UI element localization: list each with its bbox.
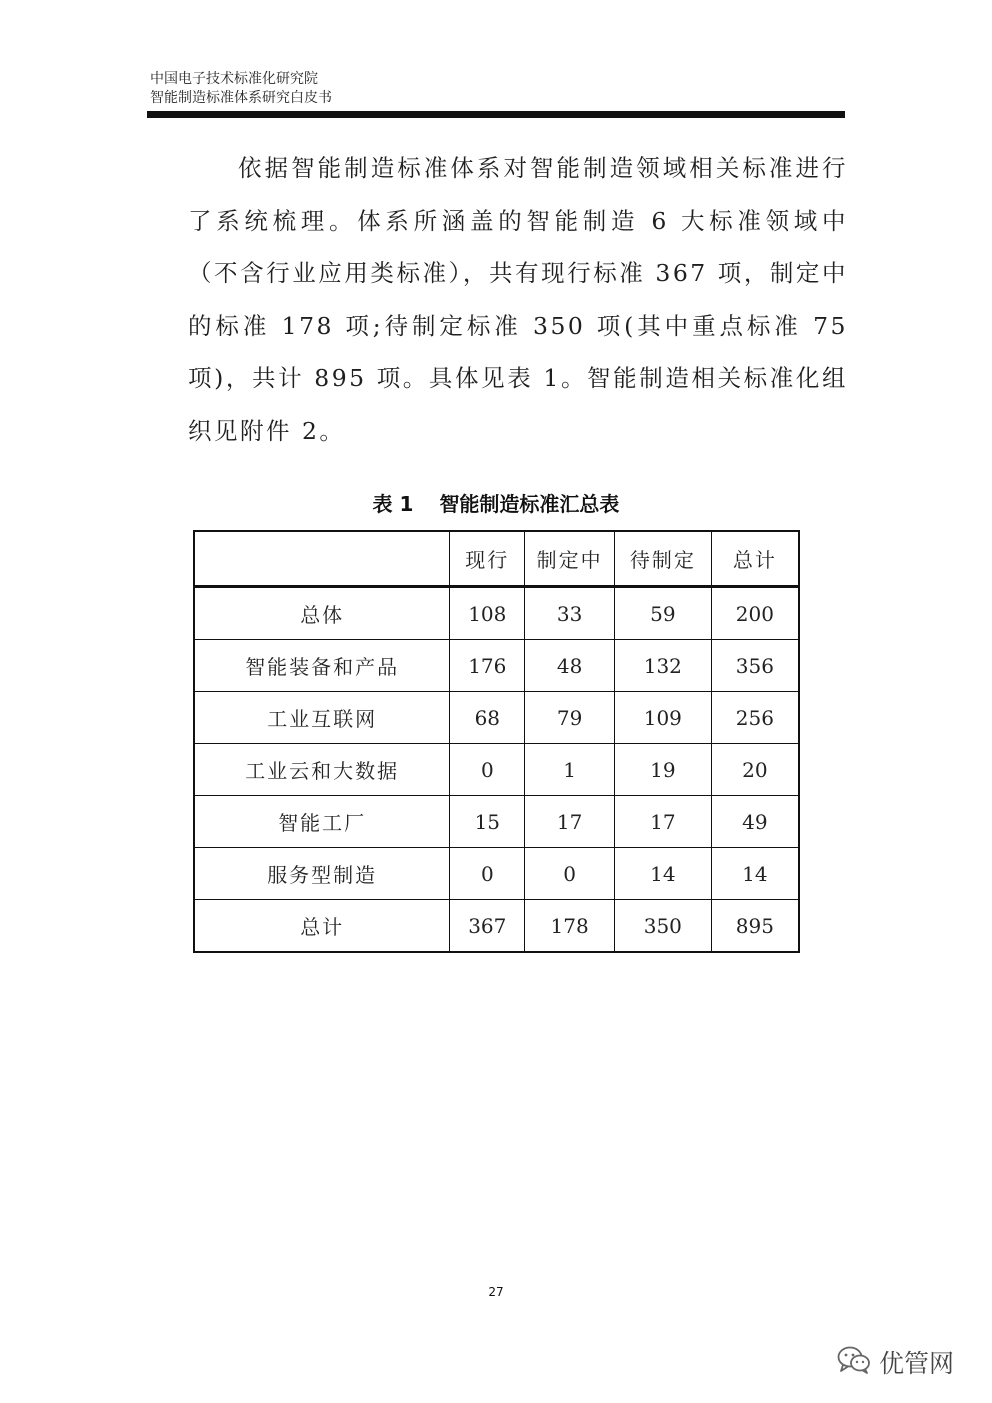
table-row [194, 848, 799, 900]
row-label: 工业互联网 [194, 692, 450, 744]
header-cell-total: 总计 [711, 531, 799, 587]
table-row [194, 796, 799, 848]
table-row [194, 587, 799, 640]
table-cell: 48 [525, 640, 615, 692]
table-cell: 68 [450, 692, 525, 744]
table-caption-number: 表 1 [372, 492, 414, 516]
row-label: 总计 [194, 900, 450, 953]
table-cell: 0 [450, 848, 525, 900]
header-document-title: 智能制造标准体系研究白皮书 [150, 90, 332, 106]
standards-summary-table [193, 530, 800, 953]
page-number: 27 [488, 1285, 504, 1299]
row-label: 工业云和大数据 [194, 744, 450, 796]
table-cell: 59 [614, 587, 711, 640]
table-cell: 14 [614, 848, 711, 900]
table-cell: 49 [711, 796, 799, 848]
table-cell: 0 [450, 744, 525, 796]
table-row [194, 640, 799, 692]
table-caption [0, 488, 992, 517]
table-cell: 1 [525, 744, 615, 796]
table-cell: 33 [525, 587, 615, 640]
table-row [194, 692, 799, 744]
body-paragraph: 依据智能制造标准体系对智能制造领域相关标准进行了系统梳理。体系所涵盖的智能制造 6 大标准领域中（不含行业应用类标准），共有现行标准 367 项，制定中的标准 178 项;待制定标准 350 项(其中重点标准 75 项)，共计 895 项。具体见表 1。智能制造相关标准化组织见附件 2。 [188, 154, 848, 445]
table-cell: 176 [450, 640, 525, 692]
table-cell: 20 [711, 744, 799, 796]
table-cell: 256 [711, 692, 799, 744]
table-row-total [194, 900, 799, 953]
row-label: 智能装备和产品 [194, 640, 450, 692]
table-header-row [194, 531, 799, 587]
table-cell: 200 [711, 587, 799, 640]
table-cell: 109 [614, 692, 711, 744]
header-cell-empty [194, 531, 450, 587]
wechat-icon [837, 1346, 871, 1378]
table-cell: 0 [525, 848, 615, 900]
table-cell: 178 [525, 900, 615, 953]
running-header [150, 70, 845, 108]
table-cell: 14 [711, 848, 799, 900]
table-row [194, 744, 799, 796]
header-cell-planned: 待制定 [614, 531, 711, 587]
header-cell-in-progress: 制定中 [525, 531, 615, 587]
table-cell: 367 [450, 900, 525, 953]
table-cell: 108 [450, 587, 525, 640]
table-cell: 79 [525, 692, 615, 744]
table-cell: 17 [614, 796, 711, 848]
table-caption-title: 智能制造标准汇总表 [439, 492, 620, 516]
row-label: 服务型制造 [194, 848, 450, 900]
table-cell: 356 [711, 640, 799, 692]
table-cell: 350 [614, 900, 711, 953]
table-cell: 132 [614, 640, 711, 692]
row-label: 智能工厂 [194, 796, 450, 848]
table-cell: 19 [614, 744, 711, 796]
watermark [837, 1344, 954, 1380]
header-cell-current: 现行 [450, 531, 525, 587]
row-label: 总体 [194, 587, 450, 640]
header-organization: 中国电子技术标准化研究院 [150, 71, 318, 87]
watermark-text: 优管网 [878, 1349, 954, 1378]
header-divider [147, 111, 845, 118]
table-cell: 17 [525, 796, 615, 848]
table-cell: 895 [711, 900, 799, 953]
table-cell: 15 [450, 796, 525, 848]
